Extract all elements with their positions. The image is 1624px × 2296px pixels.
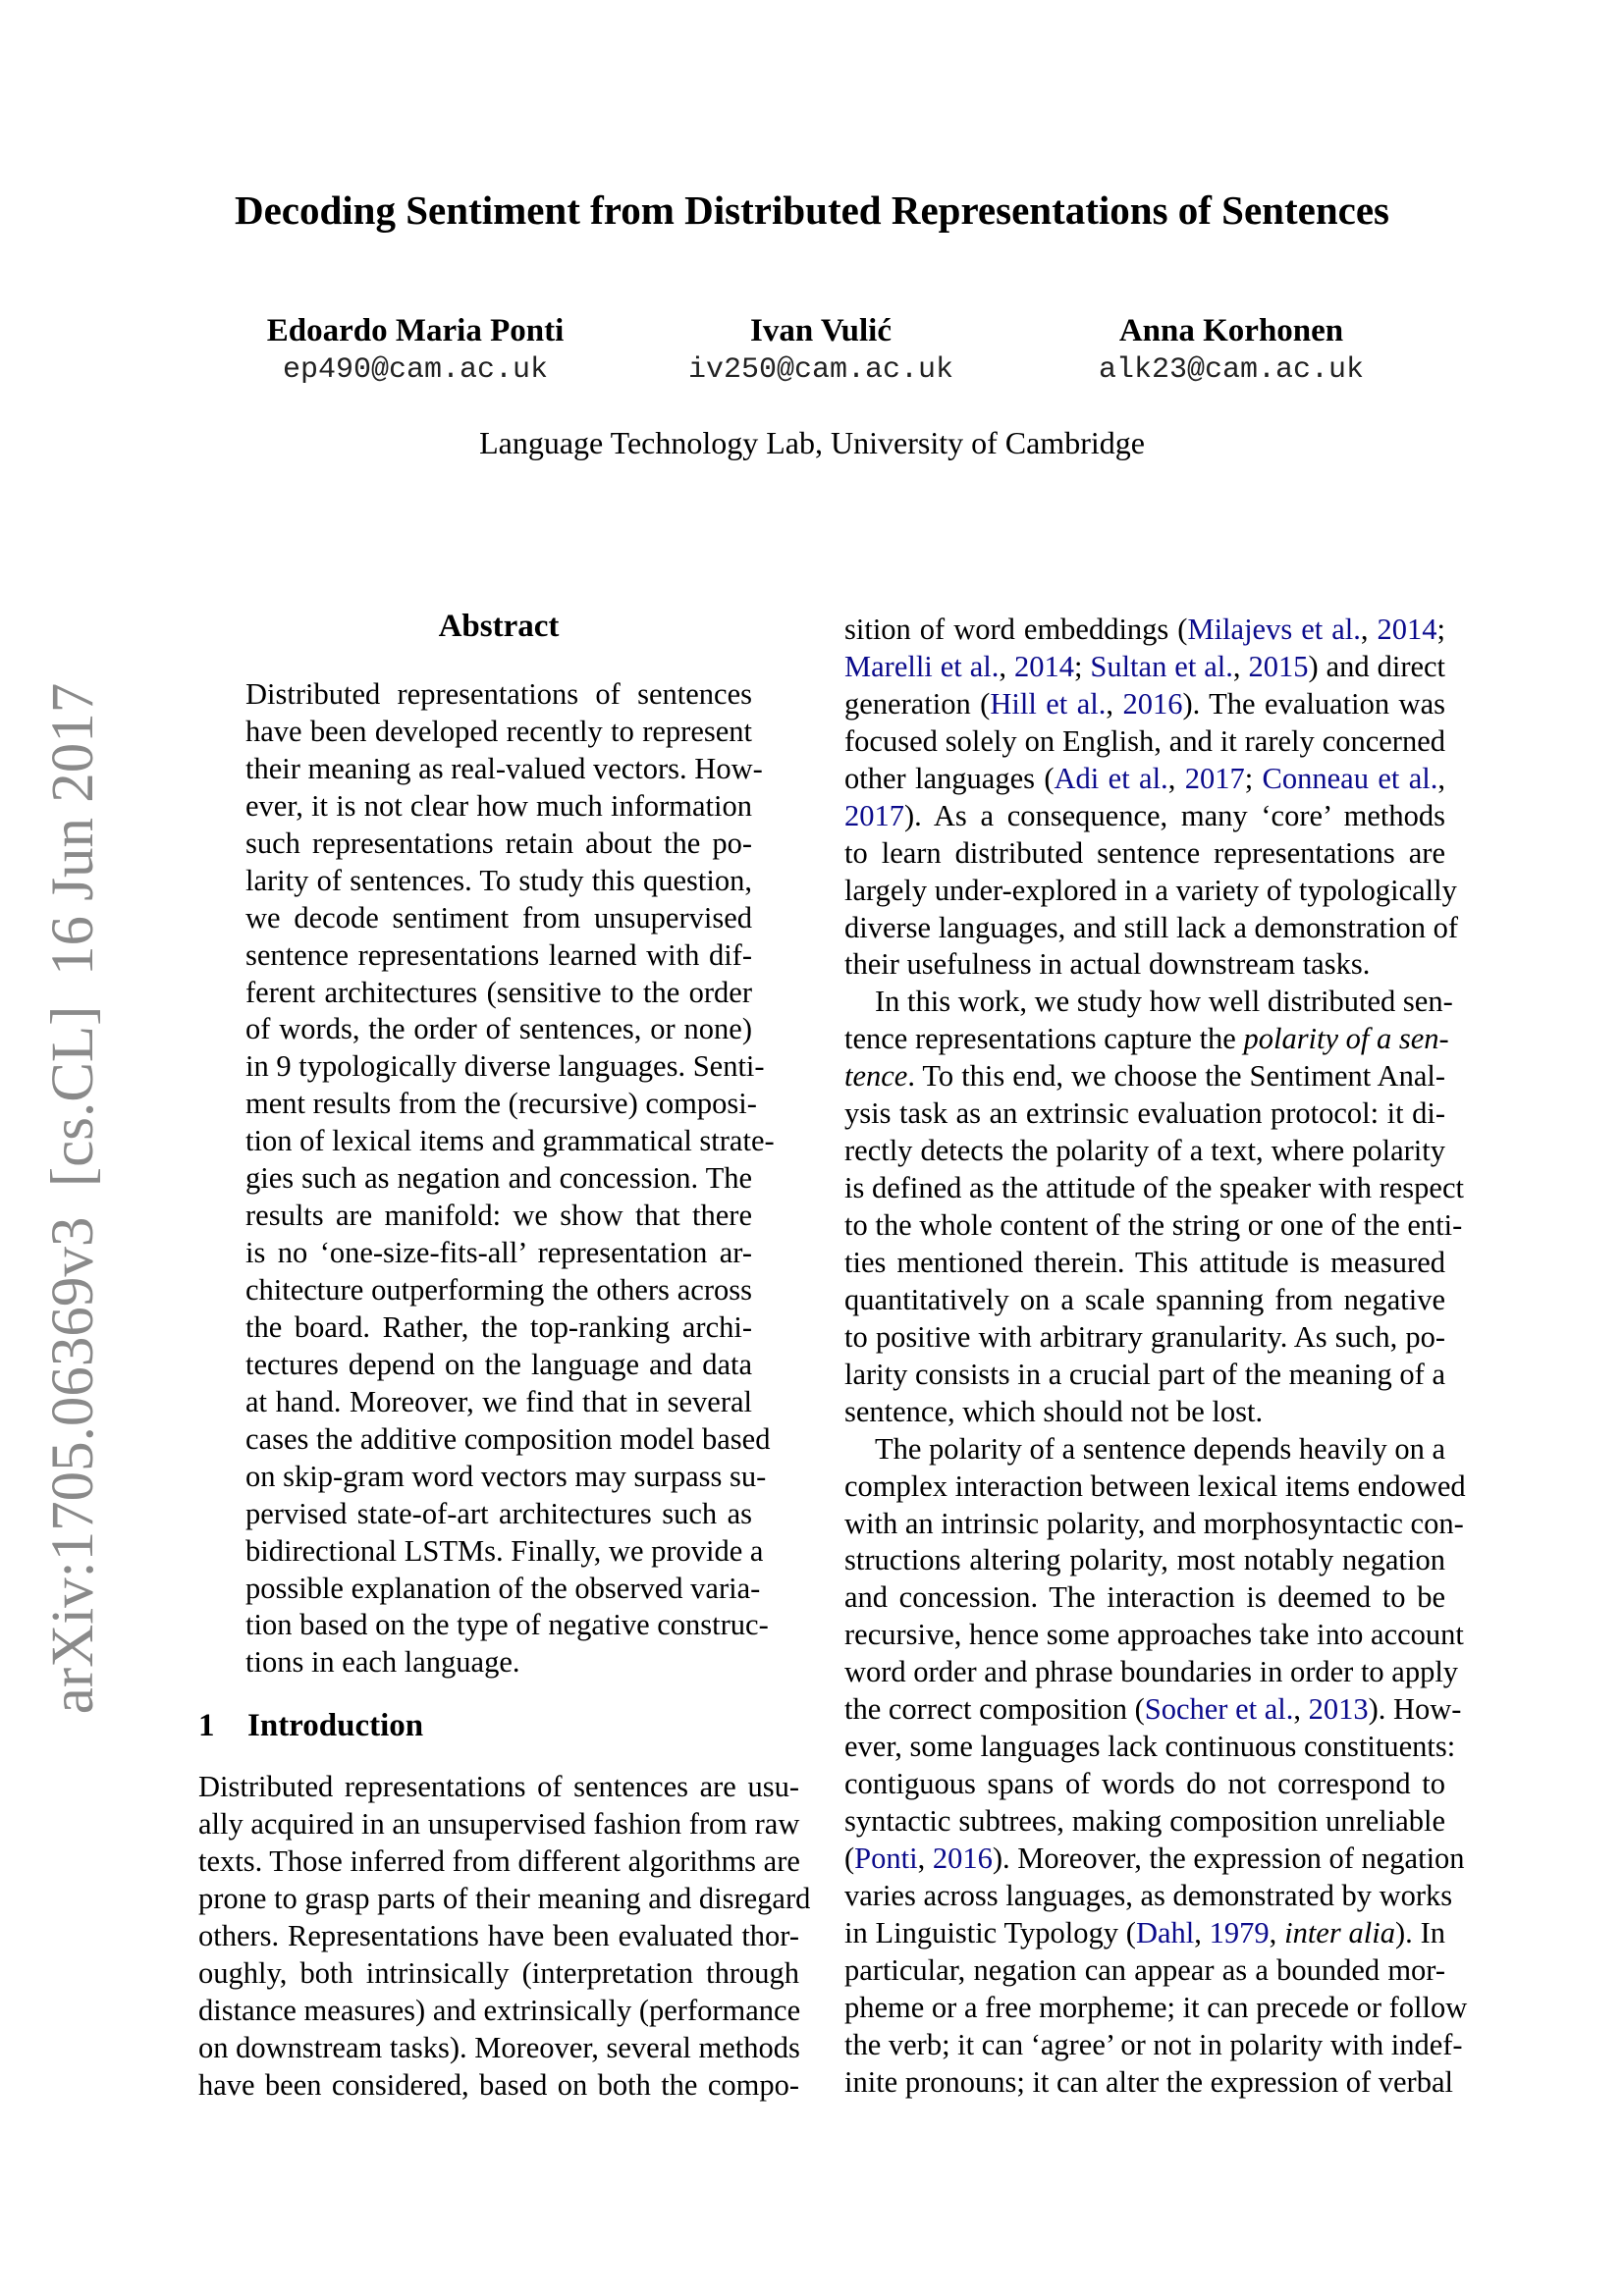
text-span: ment results from the (recursive) composi- bbox=[245, 1087, 757, 1121]
citation-link[interactable]: Socher et al. bbox=[1144, 1692, 1294, 1727]
text-span: , bbox=[917, 1841, 933, 1875]
text-span: ysis task as an extrinsic evaluation protocol: it di- bbox=[844, 1096, 1445, 1131]
citation-link[interactable]: 2017 bbox=[1184, 761, 1245, 795]
text-span: possible explanation of the observed varia- bbox=[245, 1571, 761, 1605]
citation-link[interactable]: 2017 bbox=[844, 798, 904, 832]
text-span: chitecture outperforming the others across bbox=[245, 1273, 752, 1307]
text-line bbox=[245, 1123, 775, 1160]
text-span: have been developed recently to represent bbox=[245, 714, 752, 748]
text-span: ever, some languages lack continuous constituents: bbox=[844, 1730, 1456, 1764]
text-line bbox=[844, 1468, 1466, 1506]
author-email[interactable]: iv250@cam.ac.uk bbox=[687, 353, 954, 387]
citation-link[interactable]: 2014 bbox=[1013, 649, 1074, 683]
text-line bbox=[245, 751, 763, 788]
text-line bbox=[245, 826, 752, 863]
citation-link[interactable]: Marelli et al. bbox=[844, 649, 1000, 683]
text-span: varies across languages, as demonstrated by works bbox=[844, 1878, 1453, 1912]
italic-text: inter alia bbox=[1284, 1915, 1395, 1949]
text-line bbox=[844, 686, 1445, 723]
introduction-body bbox=[198, 1769, 811, 2104]
text-span: focused solely on English, and it rarely concerned bbox=[844, 723, 1445, 758]
text-span: with an intrinsic polarity, and morphosyntactic con- bbox=[844, 1506, 1464, 1540]
text-line bbox=[198, 2067, 799, 2105]
text-span: ). Moreover, the expression of negation bbox=[992, 1841, 1465, 1875]
text-span: ). How- bbox=[1368, 1692, 1462, 1727]
text-line bbox=[844, 1878, 1453, 1915]
text-span: distance measures) and extrinsically (performance bbox=[198, 1993, 801, 2027]
text-line bbox=[844, 1990, 1468, 2027]
text-line bbox=[245, 714, 752, 751]
text-span: , bbox=[1232, 649, 1249, 683]
text-line bbox=[198, 1806, 799, 1843]
text-line bbox=[844, 798, 1445, 835]
author-email[interactable]: ep490@cam.ac.uk bbox=[282, 353, 549, 387]
text-span: , bbox=[1437, 761, 1445, 795]
text-span: texts. Those inferred from different algorithms are bbox=[198, 1843, 800, 1878]
citation-link[interactable]: Sultan et al. bbox=[1090, 649, 1233, 683]
text-span: gies such as negation and concession. The bbox=[245, 1161, 752, 1196]
text-line bbox=[245, 1644, 752, 1682]
text-span: such representations retain about the po- bbox=[245, 826, 752, 860]
text-span: tion of lexical items and grammatical strate- bbox=[245, 1124, 775, 1158]
text-span: in 9 typologically diverse languages. Senti- bbox=[245, 1049, 765, 1084]
text-span: , bbox=[1360, 613, 1378, 646]
text-span: cases the additive composition model based bbox=[245, 1421, 771, 1456]
citation-link[interactable]: Conneau et al. bbox=[1262, 761, 1438, 795]
text-line bbox=[844, 1654, 1459, 1691]
text-span: the board. Rather, the top-ranking archi- bbox=[245, 1309, 752, 1344]
text-line bbox=[245, 975, 752, 1012]
text-line bbox=[245, 1048, 765, 1086]
text-span: , bbox=[1194, 1915, 1210, 1949]
text-span: larity of sentences. To study this question, bbox=[245, 863, 752, 897]
text-line bbox=[844, 835, 1445, 873]
text-span: other languages ( bbox=[844, 761, 1055, 795]
text-span: ties mentioned therein. This attitude is measured bbox=[844, 1245, 1445, 1279]
italic-text: polarity of a sen- bbox=[1243, 1022, 1449, 1056]
text-line bbox=[844, 1133, 1445, 1170]
text-span: complex interaction between lexical items endowed bbox=[844, 1468, 1466, 1503]
text-span: recursive, hence some approaches take into account bbox=[844, 1618, 1464, 1652]
text-span: results are manifold: we show that there bbox=[245, 1199, 752, 1233]
citation-link[interactable]: Dahl bbox=[1135, 1915, 1195, 1949]
author-name: Ivan Vulić bbox=[750, 313, 892, 348]
text-span: generation ( bbox=[844, 686, 991, 721]
text-line bbox=[844, 1394, 1445, 1431]
text-span: sentence representations learned with dif- bbox=[245, 937, 752, 972]
section-title: Introduction bbox=[247, 1708, 424, 1743]
text-line bbox=[844, 1617, 1464, 1654]
author-name: Anna Korhonen bbox=[1118, 313, 1344, 348]
text-line bbox=[844, 1207, 1463, 1245]
text-span: ( bbox=[844, 1841, 855, 1875]
text-line bbox=[245, 1421, 771, 1459]
text-line bbox=[245, 1235, 752, 1272]
author-email[interactable]: alk23@cam.ac.uk bbox=[1098, 353, 1365, 387]
text-line bbox=[245, 1571, 761, 1608]
author-name: Edoardo Maria Ponti bbox=[266, 313, 565, 348]
text-line bbox=[844, 1506, 1464, 1543]
citation-link[interactable]: 2015 bbox=[1248, 649, 1309, 683]
text-line bbox=[844, 1357, 1445, 1394]
text-line bbox=[198, 1993, 799, 2030]
text-span: , bbox=[1106, 686, 1123, 721]
text-line bbox=[245, 1384, 752, 1421]
citation-link[interactable]: Milajevs et al. bbox=[1187, 613, 1361, 646]
text-span: bidirectional LSTMs. Finally, we provide a bbox=[245, 1533, 764, 1568]
text-line bbox=[844, 612, 1445, 649]
text-span: , bbox=[1167, 761, 1185, 795]
text-span: ; bbox=[1436, 613, 1445, 646]
section-heading-introduction bbox=[198, 1708, 423, 1744]
text-span: have been considered, based on both the compo- bbox=[198, 2067, 799, 2102]
text-line bbox=[245, 1272, 752, 1309]
text-span: , bbox=[999, 649, 1014, 683]
abstract-heading: Abstract bbox=[438, 609, 560, 644]
text-span: oughly, both intrinsically (interpretation through bbox=[198, 1955, 799, 1990]
text-line bbox=[245, 1086, 757, 1123]
text-line bbox=[844, 649, 1445, 686]
text-line bbox=[844, 1915, 1445, 1952]
text-span: . To this end, we choose the Sentiment Anal- bbox=[907, 1059, 1445, 1094]
text-line bbox=[844, 723, 1445, 761]
text-line bbox=[198, 1955, 799, 1993]
text-span: tence representations capture the bbox=[844, 1022, 1244, 1056]
text-line bbox=[245, 1347, 752, 1384]
text-line bbox=[245, 1160, 752, 1198]
text-span: quantitatively on a scale spanning from negative bbox=[844, 1282, 1445, 1316]
text-line bbox=[844, 1282, 1445, 1319]
text-span: prone to grasp parts of their meaning and disregard bbox=[198, 1881, 811, 1915]
text-span: rectly detects the polarity of a text, where polarity bbox=[844, 1134, 1445, 1168]
text-span: on downstream tasks). Moreover, several methods bbox=[198, 2030, 800, 2064]
text-span: ; bbox=[1244, 761, 1263, 795]
text-line bbox=[844, 1952, 1445, 1990]
text-line bbox=[245, 1496, 752, 1533]
text-line bbox=[844, 1542, 1445, 1579]
citation-link[interactable]: Ponti bbox=[854, 1841, 918, 1875]
text-line bbox=[844, 1766, 1445, 1803]
text-line bbox=[844, 1579, 1445, 1617]
text-line bbox=[844, 1245, 1445, 1282]
text-span: tions in each language. bbox=[245, 1645, 520, 1680]
text-span: in Linguistic Typology ( bbox=[844, 1915, 1136, 1949]
text-line bbox=[844, 1170, 1464, 1207]
text-span: ) and direct bbox=[1308, 649, 1446, 683]
text-line bbox=[844, 1841, 1465, 1878]
text-line bbox=[198, 1769, 799, 1806]
text-line bbox=[245, 676, 752, 714]
text-line bbox=[245, 1198, 752, 1235]
text-span: ferent architectures (sensitive to the order bbox=[245, 975, 752, 1009]
text-line bbox=[198, 2030, 799, 2067]
text-span: syntactic subtrees, making composition unreliable bbox=[844, 1804, 1445, 1838]
text-line bbox=[844, 910, 1459, 947]
text-span: the verb; it can ‘agree’ or not in polarity with indef- bbox=[844, 2027, 1463, 2061]
text-span: ). The evaluation was bbox=[1182, 686, 1445, 721]
text-span: to the whole content of the string or one of the enti- bbox=[844, 1208, 1463, 1242]
text-span: is no ‘one-size-fits-all’ representation ar- bbox=[245, 1236, 752, 1270]
author-block bbox=[986, 311, 1477, 390]
text-span: sition of word embeddings ( bbox=[844, 613, 1188, 646]
text-span: diverse languages, and still lack a demonstration of bbox=[844, 910, 1459, 944]
text-span: The polarity of a sentence depends heavily on a bbox=[875, 1431, 1445, 1466]
text-line bbox=[245, 1459, 767, 1496]
text-line bbox=[198, 1843, 799, 1881]
text-line bbox=[844, 1431, 1445, 1468]
text-span: of words, the order of sentences, or none) bbox=[245, 1012, 752, 1046]
text-line bbox=[844, 1058, 1445, 1095]
text-line bbox=[245, 1533, 764, 1571]
text-line bbox=[245, 1011, 752, 1048]
italic-text: tence bbox=[844, 1059, 908, 1094]
paper-title: Decoding Sentiment from Distributed Representations of Sentences bbox=[234, 187, 1389, 233]
text-span: others. Representations have been evaluated thor- bbox=[198, 1918, 799, 1952]
text-span: larity consists in a crucial part of the meaning of a bbox=[844, 1357, 1445, 1391]
text-span: their usefulness in actual downstream tasks. bbox=[844, 947, 1371, 982]
text-span: to positive with arbitrary granularity. As such, po- bbox=[844, 1319, 1445, 1354]
text-span: and concession. The interaction is deemed to be bbox=[844, 1580, 1445, 1615]
text-line bbox=[844, 1803, 1445, 1841]
text-span: Distributed representations of sentences bbox=[245, 677, 752, 711]
text-line bbox=[844, 1319, 1445, 1357]
text-span: ). In bbox=[1394, 1915, 1445, 1949]
citation-link[interactable]: 2014 bbox=[1377, 613, 1437, 646]
text-line bbox=[844, 1021, 1449, 1058]
text-span: word order and phrase boundaries in order to apply bbox=[844, 1655, 1459, 1689]
text-line bbox=[245, 1607, 769, 1644]
text-span: the correct composition ( bbox=[844, 1692, 1145, 1727]
text-span: ). As a consequence, many ‘core’ methods bbox=[904, 798, 1445, 832]
text-span: largely under-explored in a variety of typologically bbox=[844, 873, 1457, 907]
text-line bbox=[844, 984, 1453, 1021]
text-span: sentence, which should not be lost. bbox=[844, 1394, 1264, 1428]
text-span: In this work, we study how well distributed sen- bbox=[875, 985, 1453, 1019]
text-line bbox=[844, 1095, 1445, 1133]
citation-link[interactable]: Adi et al. bbox=[1054, 761, 1168, 795]
text-line bbox=[245, 788, 752, 826]
text-line bbox=[844, 2064, 1453, 2102]
text-span: tectures depend on the language and data bbox=[245, 1347, 752, 1381]
text-line bbox=[844, 2027, 1463, 2064]
text-line bbox=[245, 863, 752, 900]
text-line bbox=[198, 1918, 799, 1955]
text-span: pheme or a free morpheme; it can precede or follow bbox=[844, 1990, 1468, 2024]
text-span: inite pronouns; it can alter the expression of verbal bbox=[844, 2064, 1453, 2099]
right-column-body bbox=[844, 612, 1468, 2102]
text-line bbox=[844, 761, 1445, 798]
text-span: tion based on the type of negative construc- bbox=[245, 1608, 769, 1642]
text-span: Distributed representations of sentences are usu- bbox=[198, 1770, 799, 1803]
section-number: 1 bbox=[198, 1708, 215, 1743]
citation-link[interactable]: Hill et al. bbox=[990, 686, 1107, 721]
citation-link[interactable]: 2013 bbox=[1308, 1692, 1369, 1727]
text-span: we decode sentiment from unsupervised bbox=[245, 900, 752, 934]
text-span: to learn distributed sentence representations are bbox=[844, 835, 1445, 870]
text-line bbox=[844, 946, 1445, 984]
text-span: contiguous spans of words do not correspond to bbox=[844, 1767, 1445, 1801]
text-line bbox=[245, 1309, 752, 1347]
text-line bbox=[844, 1691, 1462, 1729]
affiliation: Language Technology Lab, University of Cambridge bbox=[479, 425, 1145, 460]
text-span: , bbox=[1293, 1692, 1309, 1727]
text-span: ; bbox=[1073, 649, 1091, 683]
arxiv-stamp: arXiv:1705.06369v3 [cs.CL] 16 Jun 2017 bbox=[40, 682, 106, 1715]
text-span: particular, negation can appear as a bounded mor- bbox=[844, 1952, 1445, 1987]
text-span: , bbox=[1269, 1915, 1285, 1949]
text-span: structions altering polarity, most notably negation bbox=[844, 1543, 1445, 1577]
text-span: ever, it is not clear how much information bbox=[245, 788, 752, 823]
text-span: pervised state-of-art architectures such as bbox=[245, 1496, 752, 1530]
citation-link[interactable]: 2016 bbox=[1122, 686, 1183, 721]
text-line bbox=[844, 873, 1457, 910]
text-span: their meaning as real-valued vectors. How- bbox=[245, 751, 763, 785]
text-span: is defined as the attitude of the speaker with respect bbox=[844, 1171, 1464, 1205]
text-span: ally acquired in an unsupervised fashion from raw bbox=[198, 1806, 800, 1841]
text-line bbox=[245, 900, 752, 937]
citation-link[interactable]: 1979 bbox=[1209, 1915, 1270, 1949]
text-span: at hand. Moreover, we find that in several bbox=[245, 1384, 752, 1418]
text-line bbox=[198, 1881, 811, 1918]
text-line bbox=[245, 937, 752, 975]
text-line bbox=[844, 1729, 1456, 1766]
citation-link[interactable]: 2016 bbox=[932, 1841, 993, 1875]
abstract-body bbox=[245, 676, 775, 1682]
text-span: on skip-gram word vectors may surpass su- bbox=[245, 1459, 767, 1493]
